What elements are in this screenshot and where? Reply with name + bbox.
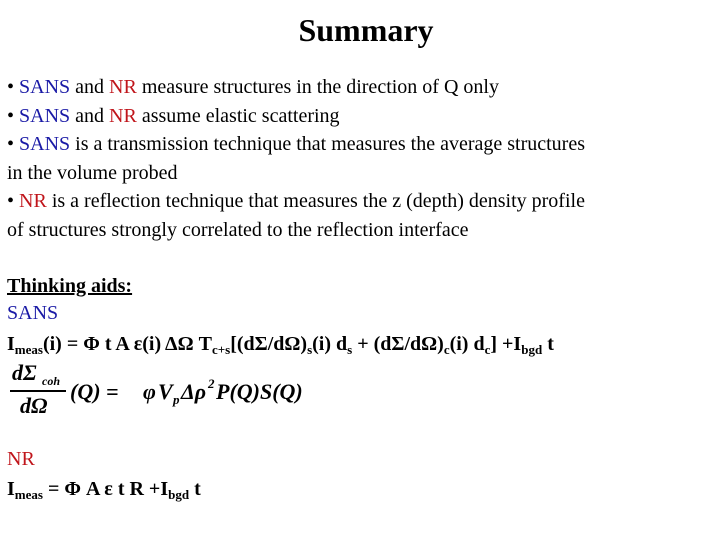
bullet-marker: • [7,104,15,127]
nr-intensity-formula: $I_{meas} = \Phi$ A ε t $R +I_{bgd}$ t [7,478,201,502]
sans-term: SANS [19,133,71,155]
bullet-continuation: of structures strongly correlated to the reflection interface [7,218,469,241]
bullet-item [7,130,707,159]
bullet-text: and [70,104,110,127]
nr-term: NR [109,104,137,127]
page-title: Summary [298,12,434,48]
bullet-text: measure structures in the direction of Q only [136,76,499,98]
sans-term: SANS [19,104,71,127]
bullet-text: is a transmission technique that measures the average structures [70,133,585,155]
bullet-item [7,102,707,131]
bullet-text: is a reflection technique that measures the z (depth) density profile [46,190,585,212]
form-structure-factors: P(Q)S(Q) [216,379,303,404]
summary-bullets [7,73,707,244]
rhs-q: (Q) = [70,379,119,404]
sans-label: SANS [7,302,59,324]
bullet-item [7,187,707,216]
nr-label: NR [7,448,35,470]
phi-symbol: φ [143,379,156,404]
sans-intensity-formula: $I_{meas}(i) = \Phi$ t A ε(i) ΔΩ $T_{c+s}[(d\Sigma/d\Omega)_s(i) d_s + (d\Sigma/d\Omega)_c(i)$ $d_c] +I_{bgd}$ t [7,333,554,357]
denominator: dΩ [20,393,48,418]
bullet-item [7,73,707,102]
thinking-aids-heading: Thinking aids: [7,275,133,297]
bullet-marker: • [7,190,15,212]
numerator: dΣ [12,360,37,385]
nr-term: NR [109,76,137,98]
bullet-continuation: in the volume probed [7,161,178,184]
volume-subscript: p [173,392,180,407]
delta-rho: Δρ [181,379,207,404]
coherent-cross-section-equation [8,358,338,418]
bullet-text: and [70,76,110,98]
square-exponent: 2 [208,376,215,391]
volume-symbol: V [158,379,173,404]
nr-term: NR [19,190,47,212]
sans-term: SANS [19,76,71,98]
numerator-subscript: coh [42,374,60,388]
bullet-marker: • [7,133,15,155]
bullet-text: assume elastic scattering [136,104,340,127]
bullet-marker: • [7,76,15,98]
